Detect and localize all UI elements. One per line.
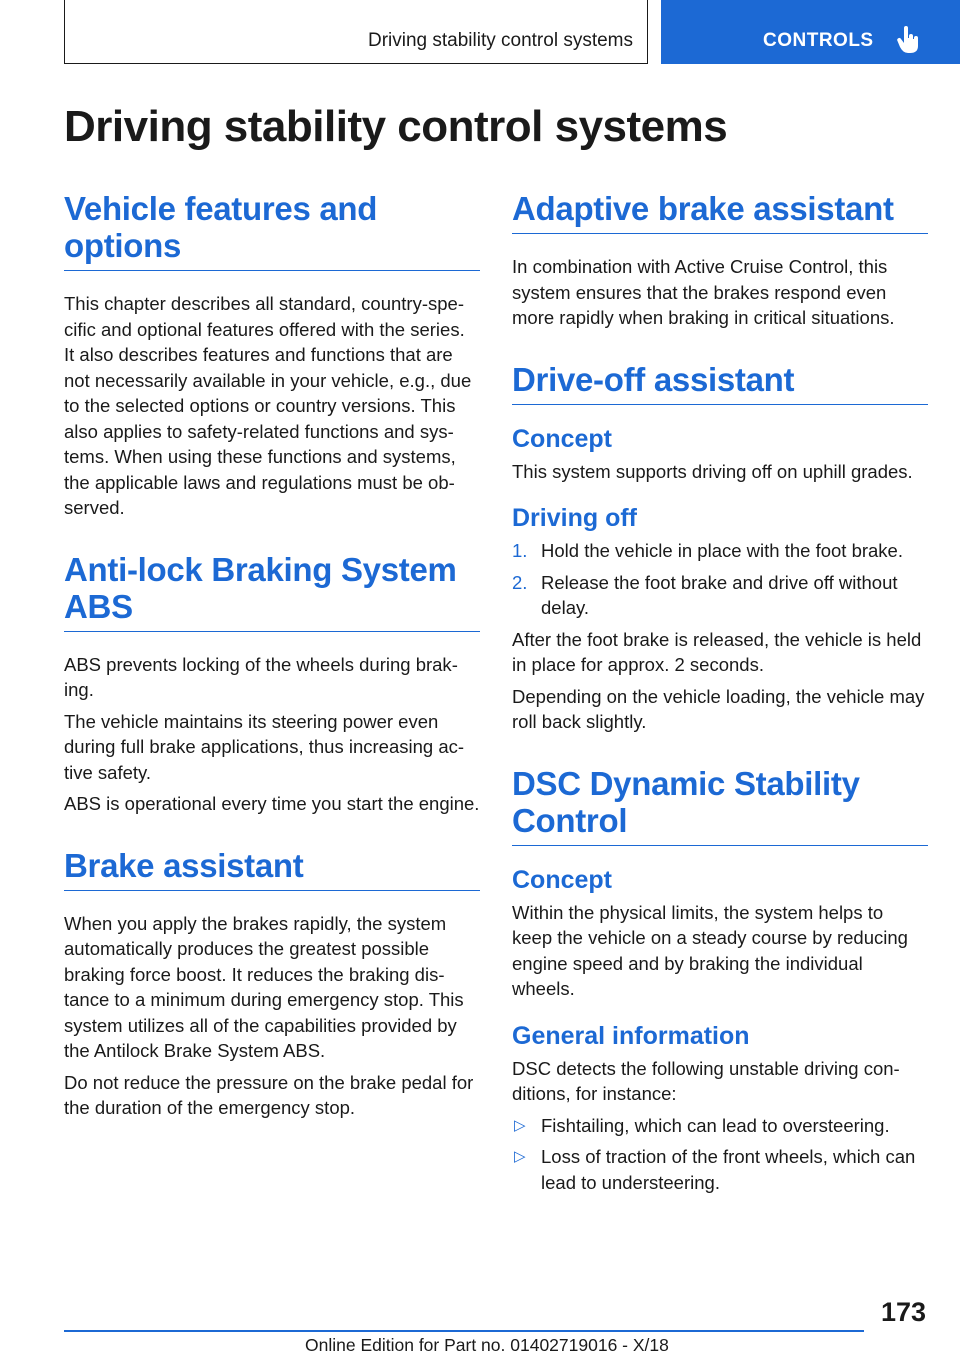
triangle-bullet-icon: ▷	[514, 1148, 526, 1165]
heading-brake-assistant: Brake assistant	[64, 847, 480, 891]
drive-off-text-2: Depending on the vehicle loading, the vehicle may roll back slightly.	[512, 685, 925, 732]
header-section-title: Driving stability control systems	[367, 30, 633, 51]
bullet-text: Fishtailing, which can lead to oversteering.	[541, 1114, 890, 1136]
adaptive-brake-text: In combination with Active Cruise Control, this system ensures that the brakes respond even more rapidly when braking in critical situations.	[512, 256, 895, 328]
footer-divider	[64, 1330, 864, 1332]
header-controls-tab[interactable]	[661, 0, 960, 64]
header-controls-label: CONTROLS	[763, 30, 874, 51]
vehicle-features-text: This chapter describes all standard, country-specific and optional features offered with the series. It also describes features and functions that are not necessarily available in your vehicle, e.g., due to the selected options or country versions. This also applies to safety-related functions and systems. When using these functions and systems, the applicable laws and regulations must be observed.	[64, 293, 472, 518]
step-number: 1.	[512, 540, 528, 561]
hand-pointer-icon	[897, 26, 919, 54]
general-information-text: DSC detects the following unstable driving conditions, for instance:	[512, 1057, 900, 1104]
heading-adaptive-brake-assistant: Adaptive brake assistant	[512, 190, 928, 234]
abs-text-2: The vehicle maintains its steering power even during full brake applications, thus increasing active safety.	[64, 710, 465, 783]
heading-vehicle-features: Vehicle features and options	[64, 190, 480, 271]
heading-drive-off-assistant: Drive-off assistant	[512, 361, 928, 405]
drive-off-concept-text: This system supports driving off on uphill grades.	[512, 460, 913, 482]
brake-assistant-text-2: Do not reduce the pressure on the brake pedal for the duration of the emergency stop.	[64, 1071, 474, 1118]
heading-driving-off: Driving off	[512, 504, 637, 532]
step-number: 2.	[512, 571, 528, 593]
list-item	[512, 538, 928, 564]
heading-dsc-concept: Concept	[512, 865, 612, 894]
drive-off-text-1: After the foot brake is released, the vehicle is held in place for approx. 2 seconds.	[512, 628, 922, 675]
abs-text-1: ABS prevents locking of the wheels during braking.	[64, 653, 458, 700]
header-section-box	[64, 0, 648, 64]
abs-text-3: ABS is operational every time you start the engine.	[64, 793, 480, 814]
step-text: Hold the vehicle in place with the foot brake.	[541, 540, 903, 561]
footer-edition: Online Edition for Part no. 01402719016 - X/18	[305, 1335, 669, 1355]
list-item	[512, 570, 928, 621]
page-title: Driving stability control systems	[64, 102, 728, 151]
heading-abs: Anti-lock Braking System ABS	[64, 551, 480, 632]
heading-drive-off-concept: Concept	[512, 424, 612, 453]
dsc-concept-text: Within the physical limits, the system helps to keep the vehicle on a steady course by reducing engine speed and by braking the individual wheels.	[512, 901, 908, 999]
triangle-bullet-icon: ▷	[514, 1116, 526, 1134]
right-column	[512, 190, 928, 1195]
list-item	[512, 1113, 928, 1139]
step-text: Release the foot brake and drive off without delay.	[541, 571, 898, 618]
heading-general-information: General information	[512, 1021, 750, 1050]
bullet-text: Loss of traction of the front wheels, which can lead to understeering.	[541, 1146, 916, 1193]
list-item	[512, 1144, 928, 1195]
page-number: 173	[880, 1297, 926, 1327]
brake-assistant-text-1: When you apply the brakes rapidly, the system automatically produces the greatest possible braking force boost. It reduces the braking distance to a minimum during emergency stop. This system utilizes all of the capabilities provided by the Antilock Brake System ABS.	[64, 912, 464, 1061]
heading-dsc: DSC Dynamic Stability Control	[512, 765, 928, 846]
left-column	[64, 190, 480, 1121]
